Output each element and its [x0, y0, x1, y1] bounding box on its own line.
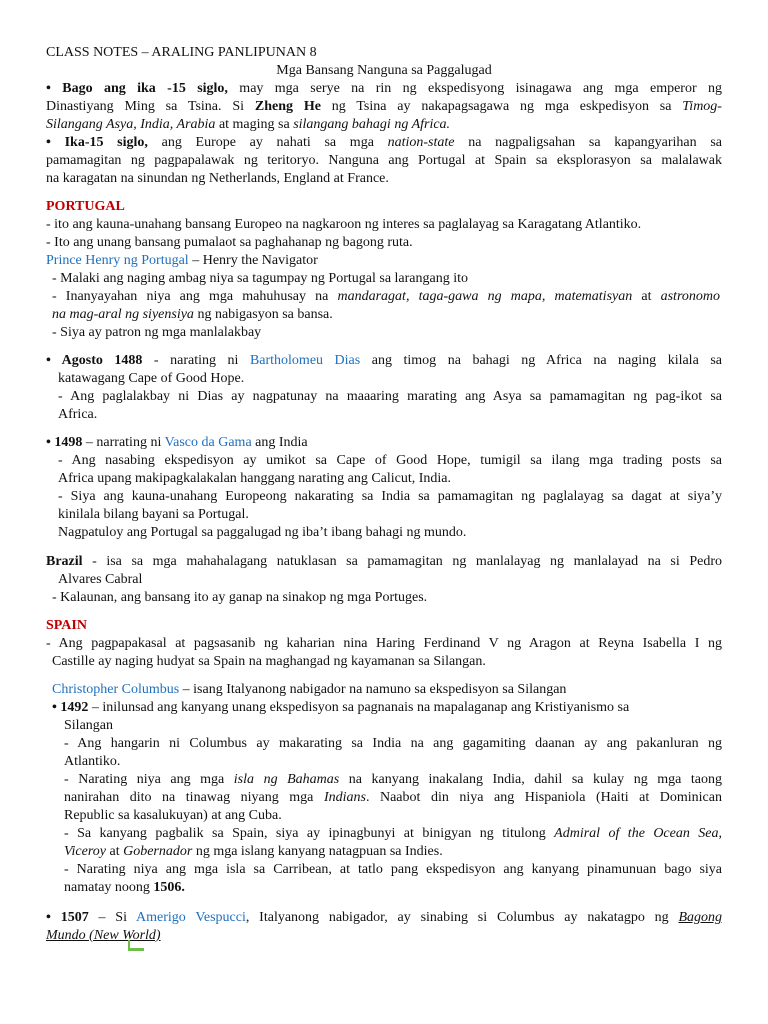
gama-bullet: • 1498 – narrating ni Vasco da Gama ang India [46, 435, 308, 450]
intro-line: Dinastiyang Ming sa Tsina. Si Zheng He ng Tsina ay nakapagsagawa ng mga eskpedisyon sa Timog- [46, 99, 722, 114]
text-line: namatay noong 1506. [64, 880, 185, 895]
text-line: - Kalaunan, ang bansang ito ay ganap na sinakop ng mga Portuges. [52, 590, 428, 605]
text-line: Africa upang makipagkalakalan hanggang narating ang Calicut, India. [58, 471, 452, 486]
intro-line: na karagatan na sinundan ng Netherlands, England at France. [46, 171, 389, 186]
text-line: Silangan [64, 718, 113, 733]
text-line: nanirahan dito na tinawag niyang mga Indians. Naabot din niya ang Hispaniola (Haiti at Dominican [64, 790, 722, 805]
brazil-line: Brazil - isa sa mga mahahalagang natuklasan sa pamamagitan ng manlalayag ng manlalayad na si Pedro [46, 554, 722, 569]
intro-line: • Ika-15 siglo, ang Europe ay nahati sa mga nation-state na nagpaligsahan sa kapangyarihan sa [46, 135, 722, 150]
vespucci-bullet: • 1507 – Si Amerigo Vespucci, Italyanong nabigador, ay sinabing si Columbus ay nakatagpo ng Bagong [46, 910, 723, 925]
columbus-bullet: • 1492 – inilunsad ang kanyang unang ekspedisyon sa pagnanais na mapalaganap ang Kristiyanismo sa [52, 700, 630, 715]
text-line: kinilala bilang bayani sa Portugal. [58, 507, 249, 522]
text-line: - Siya ang kauna-unahang Europeong nakarating sa India sa pamamagitan ng paglalayag sa dagat at siya’y [58, 489, 722, 504]
text-line: katawagang Cape of Good Hope. [58, 371, 245, 386]
intro-line: • Bago ang ika -15 siglo, may mga serye na rin ng ekspedisyong isinagawa ang mga emperor ng [46, 81, 723, 96]
text-line: - Inanyayahan niya ang mga mahuhusay na mandaragat, taga-gawa ng mapa, matematisyan at astronomo [52, 289, 720, 304]
text-line: na mag-aral ng siyensiya ng nabigasyon sa bansa. [52, 307, 333, 322]
section-heading-portugal: PORTUGAL [46, 199, 125, 214]
text-line: - Siya ay patron ng mga manlalakbay [52, 325, 262, 340]
intro-line: Silangang Asya, India, Arabia at maging sa silangang bahagi ng Africa. [46, 117, 451, 132]
text-line: Republic sa kasalukuyan) at ang Cuba. [64, 808, 282, 823]
page-title: Mga Bansang Nanguna sa Paggalugad [276, 63, 492, 78]
text-line: Africa. [58, 407, 98, 422]
text-line: - Ang paglalakbay ni Dias ay nagpatunay na maaaring marating ang Asya sa pamamagitan ng pag-ikot sa [58, 389, 722, 404]
henry-heading: Prince Henry ng Portugal – Henry the Navigator [46, 253, 318, 268]
text-line: Mundo (New World) [46, 928, 161, 943]
text-line: Viceroy at Gobernador ng mga islang kanyang natagpuan sa Indies. [64, 844, 443, 859]
text-line: - Malaki ang naging ambag niya sa tagumpay ng Portugal sa larangang ito [52, 271, 469, 286]
text-line: Atlantiko. [64, 754, 121, 769]
text-line: - Narating niya ang mga isla sa Carribean, at tatlo pang ekspedisyon ang kanyang pinamunuan bago siya [64, 862, 722, 877]
dias-bullet: • Agosto 1488 - narating ni Bartholomeu Dias ang timog na bahagi ng Africa na naging kilala sa [46, 353, 722, 368]
columbus-heading: Christopher Columbus – isang Italyanong nabigador na namuno sa ekspedisyon sa Silangan [52, 682, 567, 697]
text-cursor-marker [128, 940, 144, 951]
intro-line: pamamagitan ng pagpapalawak ng teritoryo. Nanguna ang Portugal at Spain sa eksplorasyon sa malalawak [46, 153, 722, 168]
text-line: - Ito ang unang bansang pumalaot sa paghahanap ng bagong ruta. [46, 235, 413, 250]
text-line: - Narating niya ang mga isla ng Bahamas na kanyang inakalang India, dahil sa kulay ng mga taong [64, 772, 722, 787]
text-line: - Ang pagpapakasal at pagsasanib ng kaharian nina Haring Ferdinand V ng Aragon at Reyna Isabella I ng [46, 636, 722, 651]
text-line: - Ang nasabing ekspedisyon ay umikot sa Cape of Good Hope, tumigil sa ilang mga trading posts sa [58, 453, 722, 468]
text-line: - Ang hangarin ni Columbus ay makarating sa India na ang gagamiting daanan ay ang pakanluran ng [64, 736, 722, 751]
class-notes-header: CLASS NOTES – ARALING PANLIPUNAN 8 [46, 45, 317, 60]
section-heading-spain: SPAIN [46, 618, 87, 633]
text-line: - Sa kanyang pagbalik sa Spain, siya ay ipinagbunyi at binigyan ng titulong Admiral of the Ocean Sea, [64, 826, 723, 841]
text-line: - ito ang kauna-unahang bansang Europeo na nagkaroon ng interes sa paglalayag sa Karagatang Atlantiko. [46, 217, 642, 232]
text-line: Alvares Cabral [58, 572, 143, 587]
text-line: Castille ay naging hudyat sa Spain na maghangad ng kayamanan sa Silangan. [52, 654, 486, 669]
text-line: Nagpatuloy ang Portugal sa paggalugad ng iba’t ibang bahagi ng mundo. [58, 525, 467, 540]
